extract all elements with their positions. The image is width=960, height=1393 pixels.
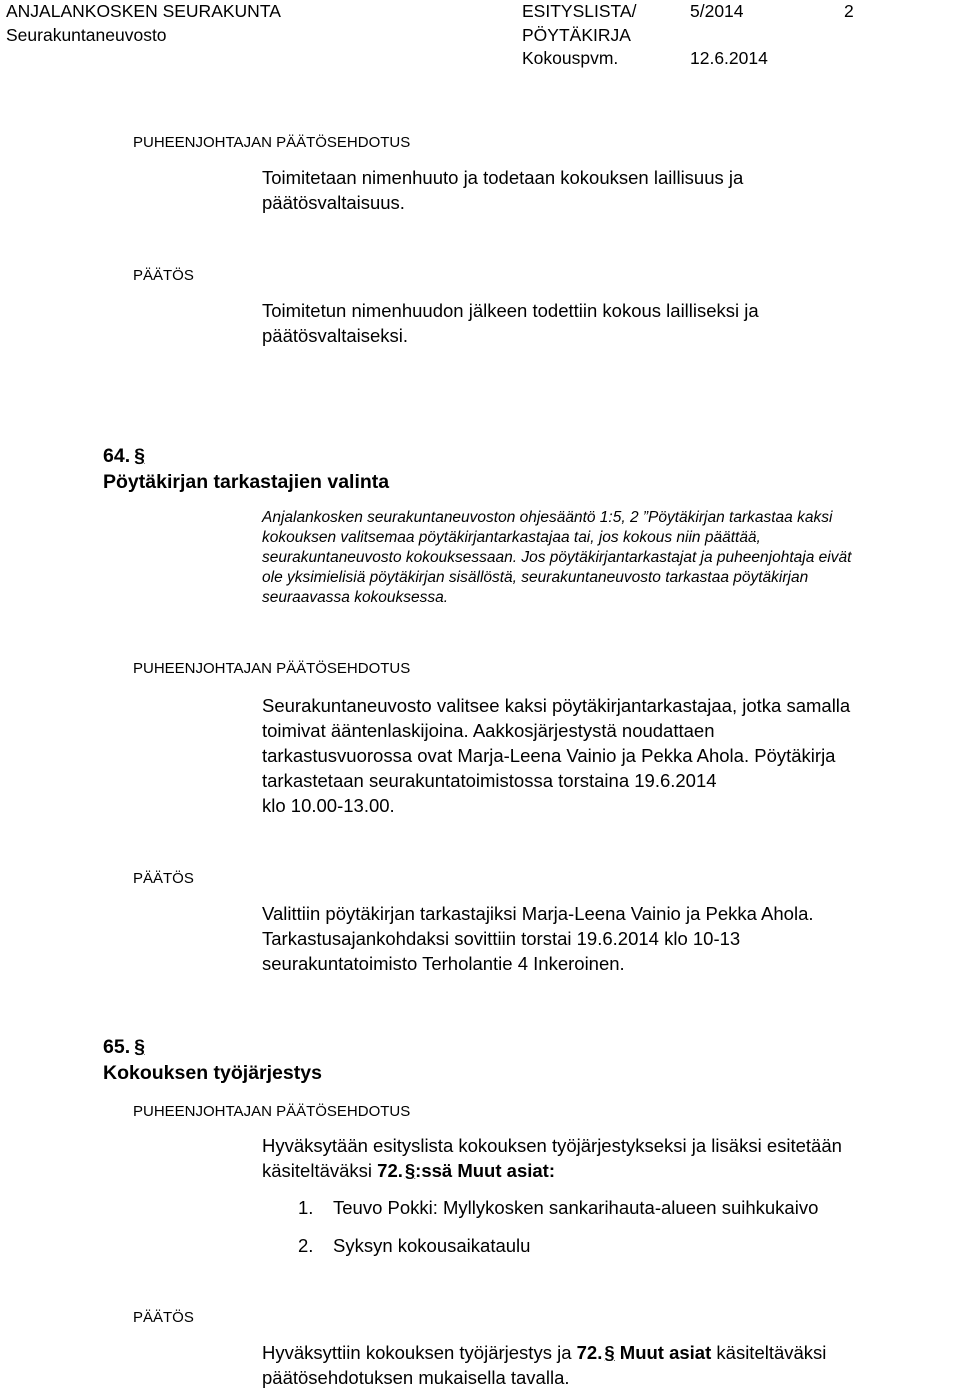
organization-name: ANJALANKOSKEN SEURAKUNTA [6, 1, 281, 21]
list-item-number: 2. [298, 1235, 314, 1256]
text-segment-bold: :ssä Muut asiat: [415, 1160, 555, 1181]
text-segment-bold: Muut asiat [614, 1342, 712, 1363]
meeting-date: 12.6.2014 [690, 48, 768, 68]
text-line: Toimitetun nimenhuudon jälkeen todettiin kokous lailliseksi ja [262, 300, 759, 321]
text-line: päätösvaltaisuus. [262, 192, 405, 213]
list-item-number: 1. [298, 1197, 314, 1218]
text-line: tarkastetaan seurakuntatoimistossa torstaina 19.6.2014 [262, 770, 717, 791]
decision-text [262, 298, 759, 348]
decision-text [262, 901, 814, 976]
text-line: päätösvaltaiseksi. [262, 325, 409, 346]
meeting-number: 5/2014 [690, 1, 744, 21]
proposal-label: PUHEENJOHTAJAN PÄÄTÖSEHDOTUS [133, 660, 411, 677]
text-line [262, 1158, 842, 1183]
page-number: 2 [844, 1, 854, 21]
text-line: ole yksimielisiä pöytäkirjan sisällöstä, seurakuntaneuvosto tarkastaa pöytäkirjan [262, 569, 809, 586]
section-number [103, 443, 145, 470]
text-line: tarkastusvuorossa ovat Marja-Leena Vainio ja Pekka Ahola. Pöytäkirja [262, 745, 836, 766]
section-title: Kokouksen työjärjestys [103, 1062, 322, 1084]
doc-type-line1: ESITYSLISTA/ [522, 1, 637, 21]
section-number [103, 1034, 145, 1061]
section-number-text: 64. [103, 445, 131, 467]
section-symbol: § [404, 1160, 416, 1181]
doc-type-line2: PÖYTÄKIRJA [522, 25, 631, 45]
section-title: Pöytäkirjan tarkastajien valinta [103, 471, 390, 493]
proposal-text [262, 1133, 842, 1183]
text-line: seurakuntatoimisto Terholantie 4 Inkeroinen. [262, 953, 625, 974]
text-segment: käsiteltäväksi [262, 1160, 378, 1181]
decision-text [262, 1340, 826, 1390]
text-line: Toimitetaan nimenhuuto ja todetaan kokouksen laillisuus ja [262, 167, 744, 188]
intro-text [262, 508, 851, 608]
text-line: seuraavassa kokouksessa. [262, 589, 449, 606]
section-reference: 72. [576, 1342, 603, 1363]
text-line: kokouksen valitsemaa pöytäkirjantarkastajaa tai, jos kokous niin päättää, [262, 529, 761, 546]
list-item-text: Syksyn kokousaikataulu [333, 1235, 531, 1256]
section-number-text: 65. [103, 1036, 131, 1058]
text-line [262, 1340, 826, 1365]
decision-label: PÄÄTÖS [133, 1309, 194, 1326]
decision-label: PÄÄTÖS [133, 267, 194, 284]
section-symbol: § [134, 445, 145, 467]
section-symbol: § [134, 1036, 145, 1058]
text-line: Valittiin pöytäkirjan tarkastajiksi Marja-Leena Vainio ja Pekka Ahola. [262, 903, 814, 924]
text-line: klo 10.00-13.00. [262, 795, 395, 816]
text-line: Tarkastusajankohdaksi sovittiin torstai 19.6.2014 klo 10-13 [262, 928, 741, 949]
text-line: Hyväksytään esityslista kokouksen työjärjestykseksi ja lisäksi esitetään [262, 1135, 842, 1156]
meeting-date-label: Kokouspvm. [522, 48, 619, 68]
list-item-text: Teuvo Pokki: Myllykosken sankarihauta-alueen suihkukaivo [333, 1197, 819, 1218]
proposal-text [262, 165, 743, 215]
proposal-text [262, 693, 850, 818]
section-symbol: § [604, 1342, 615, 1363]
text-line: seurakuntaneuvosto kokouksessaan. Jos pöytäkirjantarkastajat ja puheenjohtaja eivät [262, 549, 852, 566]
section-reference: 72. [377, 1160, 403, 1181]
text-line: Anjalankosken seurakuntaneuvoston ohjesääntö 1:5, 2 ”Pöytäkirjan tarkastaa kaksi [262, 509, 833, 526]
text-line: toimivat ääntenlaskijoina. Aakkosjärjestystä noudattaen [262, 720, 715, 741]
decision-label: PÄÄTÖS [133, 870, 194, 887]
text-segment: käsiteltäväksi [711, 1342, 827, 1363]
text-line: päätösehdotuksen mukaisella tavalla. [262, 1367, 570, 1388]
proposal-label: PUHEENJOHTAJAN PÄÄTÖSEHDOTUS [133, 1103, 411, 1120]
text-line: Seurakuntaneuvosto valitsee kaksi pöytäkirjantarkastajaa, jotka samalla [262, 695, 851, 716]
proposal-label: PUHEENJOHTAJAN PÄÄTÖSEHDOTUS [133, 134, 411, 151]
body-name: Seurakuntaneuvosto [6, 25, 167, 45]
text-segment: Hyväksyttiin kokouksen työjärjestys ja [262, 1342, 577, 1363]
